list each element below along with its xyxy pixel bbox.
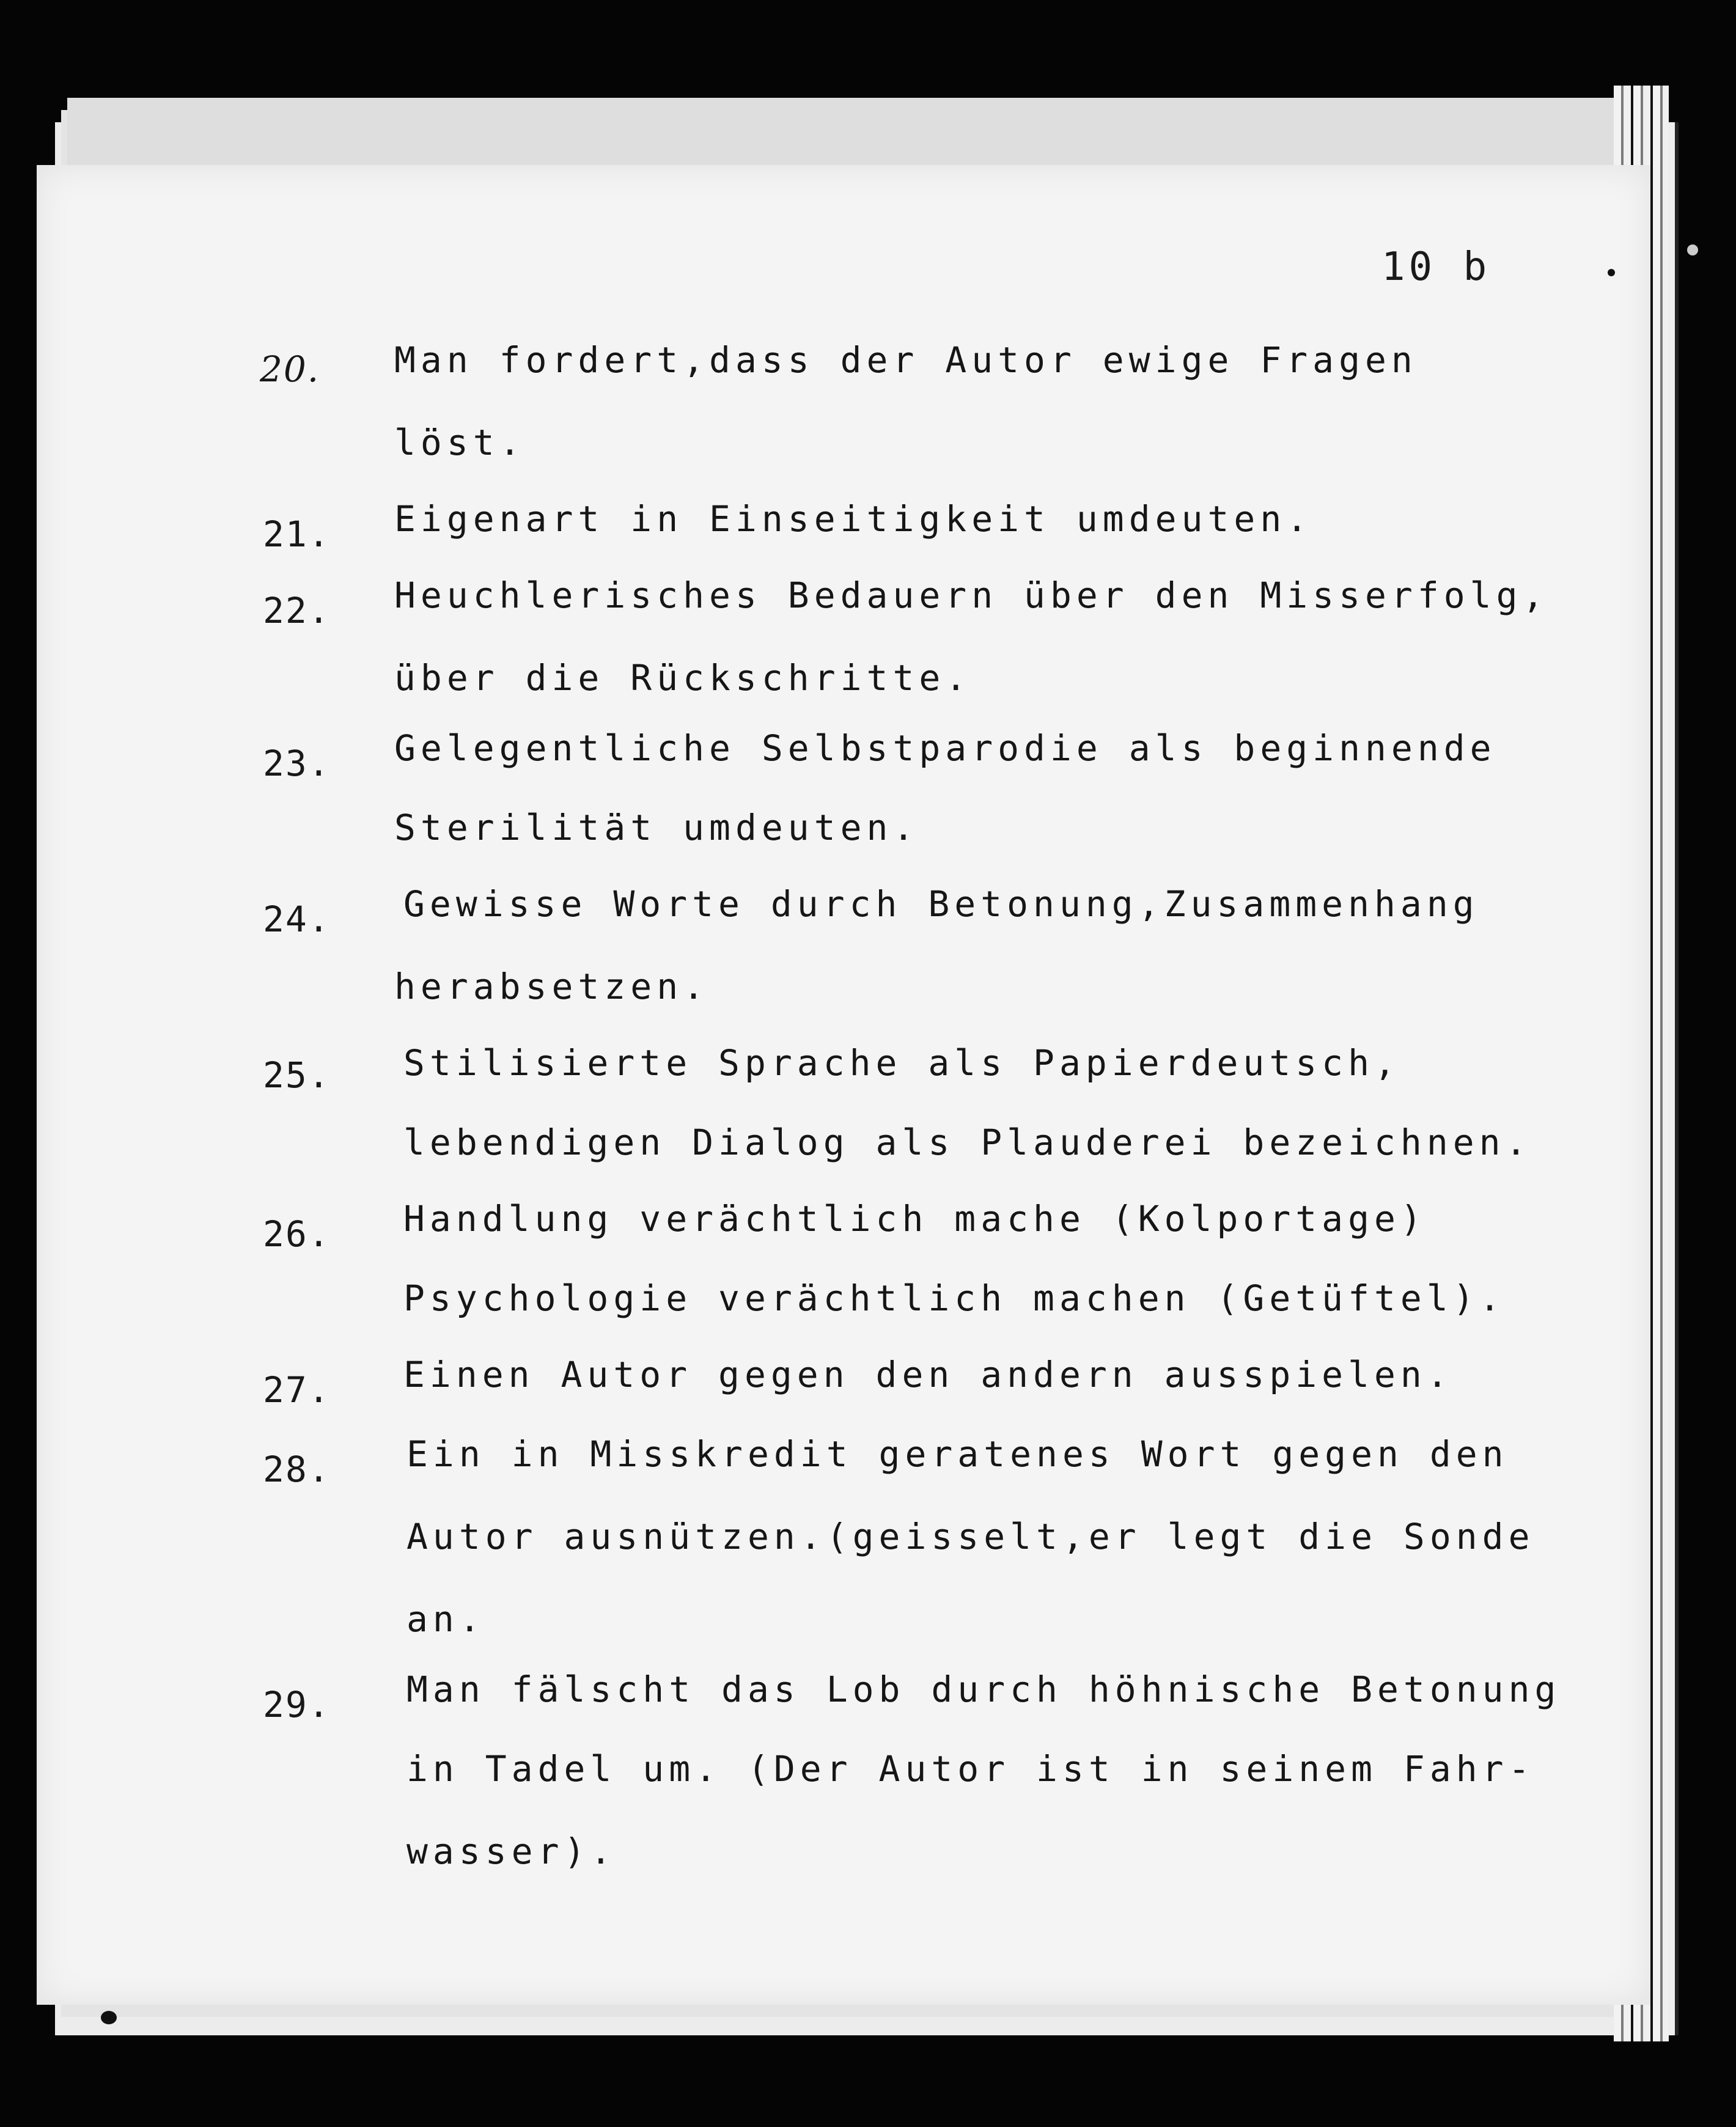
entry-text-line: Eigenart in Einseitigkeit umdeuten. bbox=[394, 498, 1313, 540]
ink-speck bbox=[101, 2011, 117, 2024]
entry-text-line: Gewisse Worte durch Betonung,Zusammenhang bbox=[403, 883, 1479, 925]
entry-text-line: Man fälscht das Lob durch höhnische Betonung bbox=[406, 1669, 1561, 1710]
ink-speck bbox=[1608, 269, 1615, 276]
entry-text-line: Gelegentliche Selbstparodie als beginnende bbox=[394, 727, 1496, 769]
entry-text-line: Einen Autor gegen den andern ausspielen. bbox=[403, 1354, 1453, 1395]
entry-text-line: löst. bbox=[394, 422, 526, 463]
entry-number: 26. bbox=[263, 1213, 331, 1255]
entry-text-line: Ein in Misskredit geratenes Wort gegen den bbox=[406, 1433, 1509, 1475]
entry-text-line: herabsetzen. bbox=[394, 966, 710, 1007]
entry-text-line: Handlung verächtlich mache (Kolportage) bbox=[403, 1198, 1427, 1240]
entry-number: 21. bbox=[263, 513, 331, 555]
entry-number: 24. bbox=[263, 898, 331, 940]
ink-speck bbox=[1687, 244, 1698, 255]
page-number: 10 b bbox=[1381, 244, 1491, 290]
entry-number: 23. bbox=[263, 743, 331, 784]
entry-text-line: Heuchlerisches Bedauern über den Misserfolg, bbox=[394, 575, 1549, 616]
entry-text-line: in Tadel um. (Der Autor ist in seinem Fahr- bbox=[406, 1748, 1535, 1790]
entry-number: 20. bbox=[260, 348, 320, 390]
entry-text-line: Sterilität umdeuten. bbox=[394, 807, 919, 848]
entry-text-line: lebendigen Dialog als Plauderei bezeichnen. bbox=[403, 1122, 1532, 1163]
entry-text-line: über die Rückschritte. bbox=[394, 657, 972, 699]
entry-text-line: an. bbox=[406, 1598, 485, 1640]
entry-number: 27. bbox=[263, 1369, 331, 1411]
entry-number: 28. bbox=[263, 1449, 331, 1490]
entry-text-line: Autor ausnützen.(geisselt,er legt die Sonde bbox=[406, 1516, 1535, 1557]
entry-text-line: wasser). bbox=[406, 1831, 617, 1872]
entry-text-line: Man fordert,dass der Autor ewige Fragen bbox=[394, 339, 1418, 381]
entry-text-line: Psychologie verächtlich machen (Getüftel). bbox=[403, 1277, 1506, 1319]
entry-number: 22. bbox=[263, 590, 331, 631]
entry-text-line: Stilisierte Sprache als Papierdeutsch, bbox=[403, 1042, 1400, 1084]
entry-number: 25. bbox=[263, 1054, 331, 1096]
entry-number: 29. bbox=[263, 1684, 331, 1725]
